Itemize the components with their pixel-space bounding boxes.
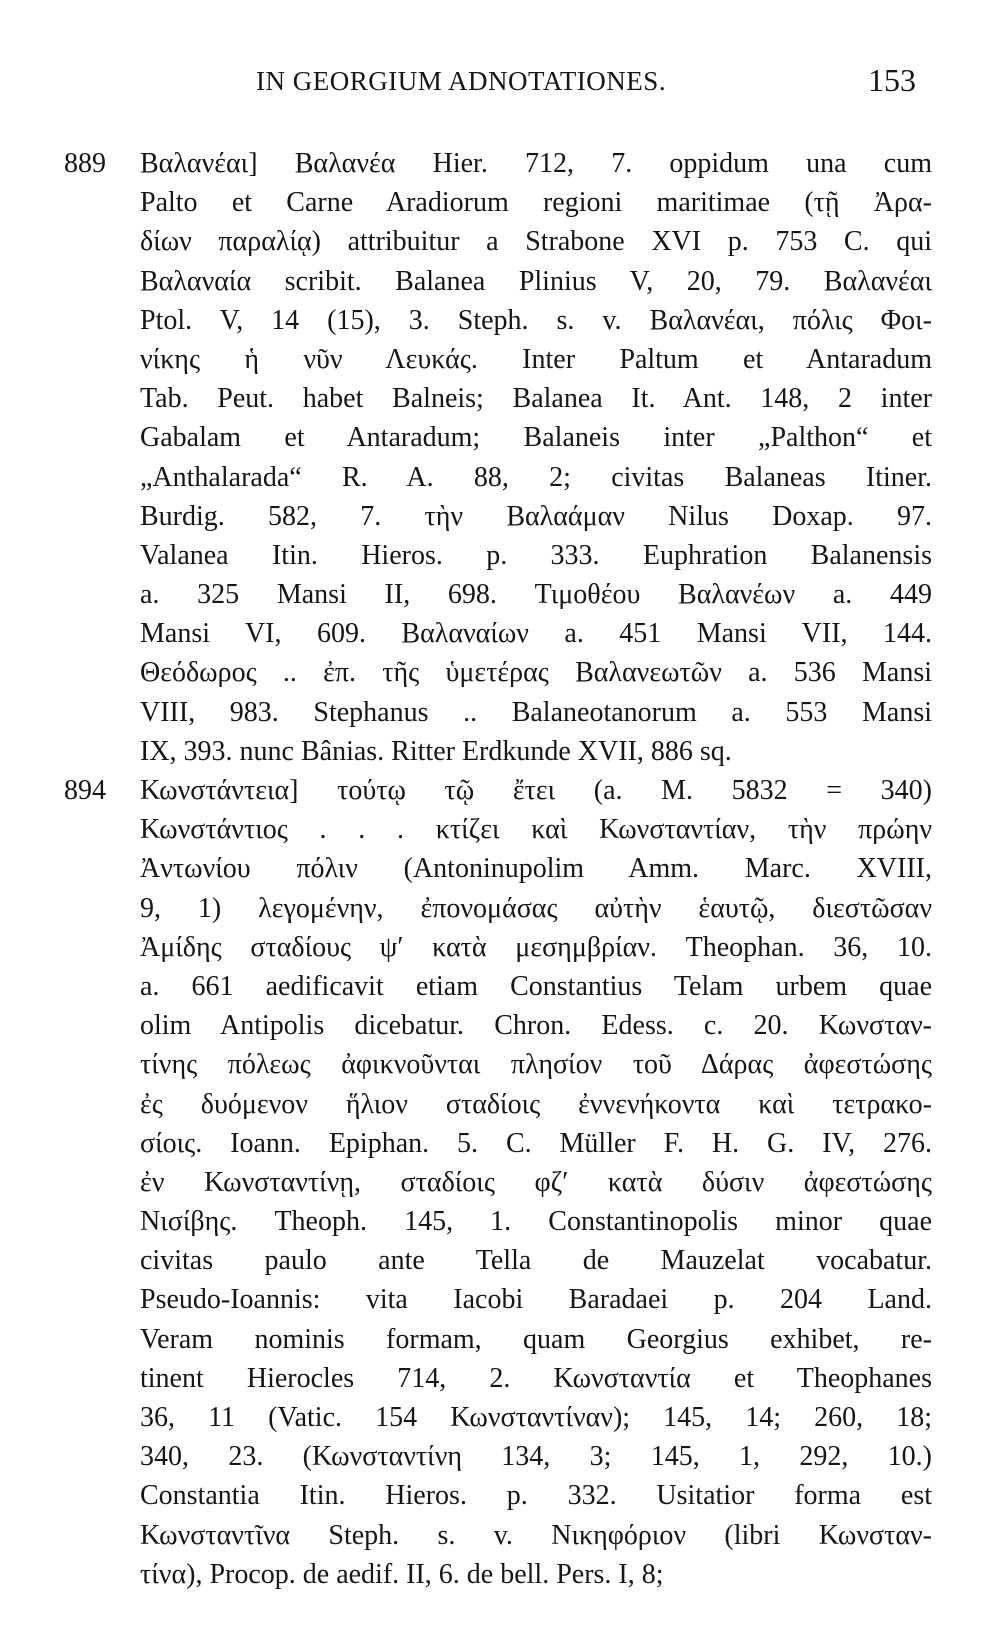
text-line: νίκης ἡ νῦν Λευκάς. Inter Paltum et Antaradum	[140, 343, 932, 375]
text-line: olim Antipolis dicebatur. Chron. Edess. c. 20. Κωνσταν-	[140, 1010, 932, 1042]
text-line: Ἀμίδης σταδίους ψ′ κατὰ μεσημβρίαν. Theophan. 36, 10.	[140, 931, 932, 963]
text-line: Ptol. V, 14 (15), 3. Steph. s. v. Βαλανέαι, πόλις Φοι-	[140, 304, 932, 336]
running-title: IN GEORGIUM ADNOTATIONES.	[256, 66, 667, 96]
text-line: Βαλαναία scribit. Balanea Plinius V, 20, 79. Βαλανέαι	[140, 265, 932, 297]
text-line: Palto et Carne Aradiorum regioni maritimae (τῇ Ἀρα-	[140, 187, 932, 219]
entry-number: 889	[64, 148, 106, 179]
text-line: a. 661 aedificavit etiam Constantius Telam urbem quae	[140, 970, 932, 1002]
text-line: τίνα), Procop. de aedif. II, 6. de bell. Pers. I, 8;	[140, 1558, 664, 1590]
text-line: Valanea Itin. Hieros. p. 333. Euphration Balanensis	[140, 539, 932, 571]
entry-text	[140, 771, 932, 1594]
entry-number: 894	[64, 775, 106, 806]
text-line: 36, 11 (Vatic. 154 Κωνσταντίναν); 145, 14; 260, 18;	[140, 1402, 932, 1433]
text-line: ἐς δυόμενον ἥλιον σταδίοις ἐννενήκοντα καὶ τετρακο-	[140, 1088, 932, 1120]
entry-text	[140, 144, 932, 771]
text-line: σίοις. Ioann. Epiphan. 5. C. Müller F. H. G. IV, 276.	[140, 1127, 932, 1159]
text-line: Constantia Itin. Hieros. p. 332. Usitatior forma est	[140, 1480, 932, 1512]
entry-889	[0, 144, 1000, 771]
text-line: Κωνστάντιος . . . κτίζει καὶ Κωνσταντίαν, τὴν πρώην	[140, 814, 932, 846]
page-number: 153	[868, 62, 916, 98]
text-line: τίνης πόλεως ἀφικνοῦνται πλησίον τοῦ Δάρας ἀφεστώσης	[140, 1049, 932, 1081]
annotation-entries	[0, 144, 1000, 1594]
text-line: a. 325 Mansi II, 698. Τιμοθέου Βαλανέων a. 449	[140, 579, 932, 611]
text-line: Κωνσταντῖνα Steph. s. v. Νικηφόριον (libri Κωνσταν-	[140, 1519, 932, 1551]
text-line: ἐν Κωνσταντίνῃ, σταδίοις φζ′ κατὰ δύσιν ἀφεστώσης	[140, 1166, 932, 1198]
text-line: Κωνστάντεια] τούτῳ τῷ ἔτει (a. M. 5832 = 340)	[140, 775, 932, 806]
text-line: Ἀντωνίου πόλιν (Antoninupolim Amm. Marc. XVIII,	[140, 853, 932, 885]
text-line: Pseudo-Ioannis: vita Iacobi Baradaei p. 204 Land.	[140, 1284, 932, 1316]
text-line: 340, 23. (Κωνσταντίνη 134, 3; 145, 1, 292, 10.)	[140, 1441, 932, 1473]
running-head	[0, 62, 1000, 102]
text-line: „Anthalarada“ R. A. 88, 2; civitas Balaneas Itiner.	[140, 461, 932, 493]
text-line: Θεόδωρος .. ἐπ. τῆς ὑμετέρας Βαλανεωτῶν a. 536 Mansi	[140, 657, 932, 689]
text-line: Veram nominis formam, quam Georgius exhibet, re-	[140, 1323, 932, 1355]
text-line: Mansi VI, 609. Βαλαναίων a. 451 Mansi VII, 144.	[140, 618, 932, 650]
entry-894	[0, 771, 1000, 1594]
text-line: δίων παραλίᾳ) attribuitur a Strabone XVI p. 753 C. qui	[140, 226, 932, 258]
text-line: Burdig. 582, 7. τὴν Βαλαάμαν Nilus Doxap. 97.	[140, 500, 932, 532]
text-line: VIII, 983. Stephanus .. Balaneotanorum a. 553 Mansi	[140, 696, 932, 728]
text-line: Νισίβης. Theoph. 145, 1. Constantinopolis minor quae	[140, 1206, 932, 1238]
text-line: Tab. Peut. habet Balneis; Balanea It. Ant. 148, 2 inter	[140, 383, 932, 415]
text-line: IX, 393. nunc Bânias. Ritter Erdkunde XVII, 886 sq.	[140, 735, 732, 767]
text-line: Gabalam et Antaradum; Balaneis inter „Palthon“ et	[140, 422, 932, 454]
text-line: tinent Hierocles 714, 2. Κωνσταντία et Theophanes	[140, 1362, 932, 1394]
text-line: Βαλανέαι] Βαλανέα Hier. 712, 7. oppidum una cum	[140, 148, 932, 179]
text-line: civitas paulo ante Tella de Mauzelat vocabatur.	[140, 1245, 932, 1277]
text-line: 9, 1) λεγομένην, ἐπονομάσας αὐτὴν ἑαυτῷ, διεστῶσαν	[140, 892, 932, 924]
